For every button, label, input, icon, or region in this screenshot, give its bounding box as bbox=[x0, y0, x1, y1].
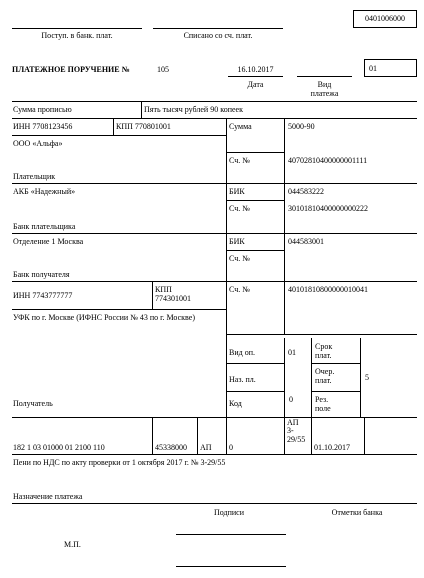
payer-inn: ИНН 7708123456 bbox=[13, 122, 73, 131]
grid-line bbox=[12, 309, 226, 310]
payer-label: Плательщик bbox=[13, 172, 56, 181]
grid-line bbox=[311, 391, 360, 392]
tax-period: 0 bbox=[229, 443, 233, 452]
grid-line bbox=[12, 454, 417, 455]
payment-purpose: Пени по НДС по акту проверки от 1 октября 2017 г. № 3-29/55 bbox=[13, 458, 226, 467]
amount-label: Сумма bbox=[229, 122, 252, 131]
tax-kbk: 182 1 03 01000 01 2100 110 bbox=[13, 443, 105, 452]
grid-line bbox=[364, 417, 365, 454]
signature-line-1 bbox=[176, 534, 286, 535]
grid-line bbox=[360, 338, 361, 417]
payer-bank-bik-label: БИК bbox=[229, 187, 245, 196]
tax-doc-number: АП 3- 29/55 bbox=[287, 418, 306, 444]
tax-doc-date: 01.10.2017 bbox=[314, 443, 350, 452]
payee-bank-name: Отделение 1 Москва bbox=[13, 237, 84, 246]
payer-account: 40702810400000001111 bbox=[288, 156, 368, 165]
grid-line bbox=[12, 135, 226, 136]
form-code: 0401006000 bbox=[365, 14, 405, 23]
payee-account: 40101810800000010041 bbox=[288, 285, 368, 294]
payee-account-label-empty: Сч. № bbox=[229, 254, 250, 263]
payment-type-line bbox=[297, 76, 352, 77]
grid-line bbox=[152, 281, 153, 309]
grid-line bbox=[12, 281, 417, 282]
grid-line bbox=[284, 118, 285, 334]
page-title: ПЛАТЕЖНОЕ ПОРУЧЕНИЕ № bbox=[12, 65, 130, 74]
debited-label: Списано со сч. плат. bbox=[183, 31, 253, 40]
bank-marks-label: Отметки банка bbox=[331, 508, 383, 517]
debited-line bbox=[153, 28, 283, 29]
priority-value: 5 bbox=[365, 373, 369, 382]
payee-inn: ИНН 7743777777 bbox=[13, 291, 73, 300]
grid-line bbox=[226, 417, 227, 454]
payer-bank-corr-label: Сч. № bbox=[229, 204, 250, 213]
grid-line bbox=[152, 417, 153, 454]
payee-bank-bik: 044583001 bbox=[288, 237, 324, 246]
grid-line bbox=[226, 391, 284, 392]
grid-line bbox=[12, 417, 417, 418]
payee-kpp: КПП 774301001 bbox=[155, 285, 191, 304]
grid-line bbox=[12, 183, 417, 184]
bank-received-label: Поступ. в банк. плат. bbox=[41, 31, 113, 40]
grid-line bbox=[12, 233, 417, 234]
grid-line bbox=[12, 118, 417, 119]
grid-line bbox=[113, 118, 114, 135]
payer-account-label: Сч. № bbox=[229, 156, 250, 165]
due-label: Срок плат. bbox=[315, 342, 333, 361]
purpose-code-label: Наз. пл. bbox=[229, 375, 256, 384]
payer-bank-label: Банк плательщика bbox=[13, 222, 76, 231]
payer-bank-bik: 044583222 bbox=[288, 187, 324, 196]
amount-value: 5000-90 bbox=[288, 122, 315, 131]
payee-account-label: Сч. № bbox=[229, 285, 250, 294]
stamp-label: М.П. bbox=[64, 540, 81, 549]
amount-words: Пять тысяч рублей 90 копеек bbox=[144, 105, 243, 114]
grid-line bbox=[284, 338, 285, 417]
payer-kpp: КПП 770801001 bbox=[116, 122, 171, 131]
grid-line bbox=[311, 338, 312, 454]
grid-line bbox=[284, 417, 285, 454]
tax-oktmo: 45338000 bbox=[155, 443, 187, 452]
code-value: 0 bbox=[289, 395, 293, 404]
amount-words-label: Сумма прописью bbox=[13, 105, 72, 114]
grid-line bbox=[12, 503, 417, 504]
grid-line bbox=[226, 152, 284, 153]
signatures-label: Подписи bbox=[213, 508, 244, 517]
grid-line bbox=[226, 200, 284, 201]
date-line bbox=[228, 76, 283, 77]
bank-received-line bbox=[12, 28, 142, 29]
payer-name: ООО «Альфа» bbox=[13, 139, 63, 148]
payee-name: УФК по г. Москве (ИФНС России № 43 по г. Москве) bbox=[13, 313, 195, 322]
code-label: Код bbox=[229, 399, 242, 408]
payee-bank-bik-label: БИК bbox=[229, 237, 245, 246]
grid-line bbox=[12, 101, 417, 102]
grid-line bbox=[226, 334, 417, 335]
payment-purpose-label: Назначение платежа bbox=[13, 492, 83, 501]
grid-line bbox=[226, 250, 284, 251]
payee-bank-label: Банк получателя bbox=[13, 270, 70, 279]
payer-bank-corr-account: 30101810400000000222 bbox=[288, 204, 368, 213]
payment-status: 01 bbox=[369, 64, 377, 73]
op-type: 01 bbox=[288, 348, 296, 357]
grid-line bbox=[226, 118, 227, 417]
op-type-label: Вид оп. bbox=[229, 348, 255, 357]
reserve-label: Рез. поле bbox=[315, 395, 331, 414]
signature-line-2 bbox=[176, 566, 286, 567]
order-date: 16.10.2017 bbox=[237, 65, 274, 74]
grid-line bbox=[226, 363, 284, 364]
order-number: 105 bbox=[157, 65, 169, 74]
date-label: Дата bbox=[247, 80, 264, 89]
grid-line bbox=[197, 417, 198, 454]
payment-type-label: Вид платежа bbox=[310, 80, 339, 99]
grid-line bbox=[141, 101, 142, 118]
payer-bank-name: АКБ «Надежный» bbox=[13, 187, 76, 196]
priority-label: Очер. плат. bbox=[315, 367, 335, 386]
tax-basis: АП bbox=[200, 443, 212, 452]
payee-label: Получатель bbox=[13, 399, 53, 408]
grid-line bbox=[311, 363, 360, 364]
